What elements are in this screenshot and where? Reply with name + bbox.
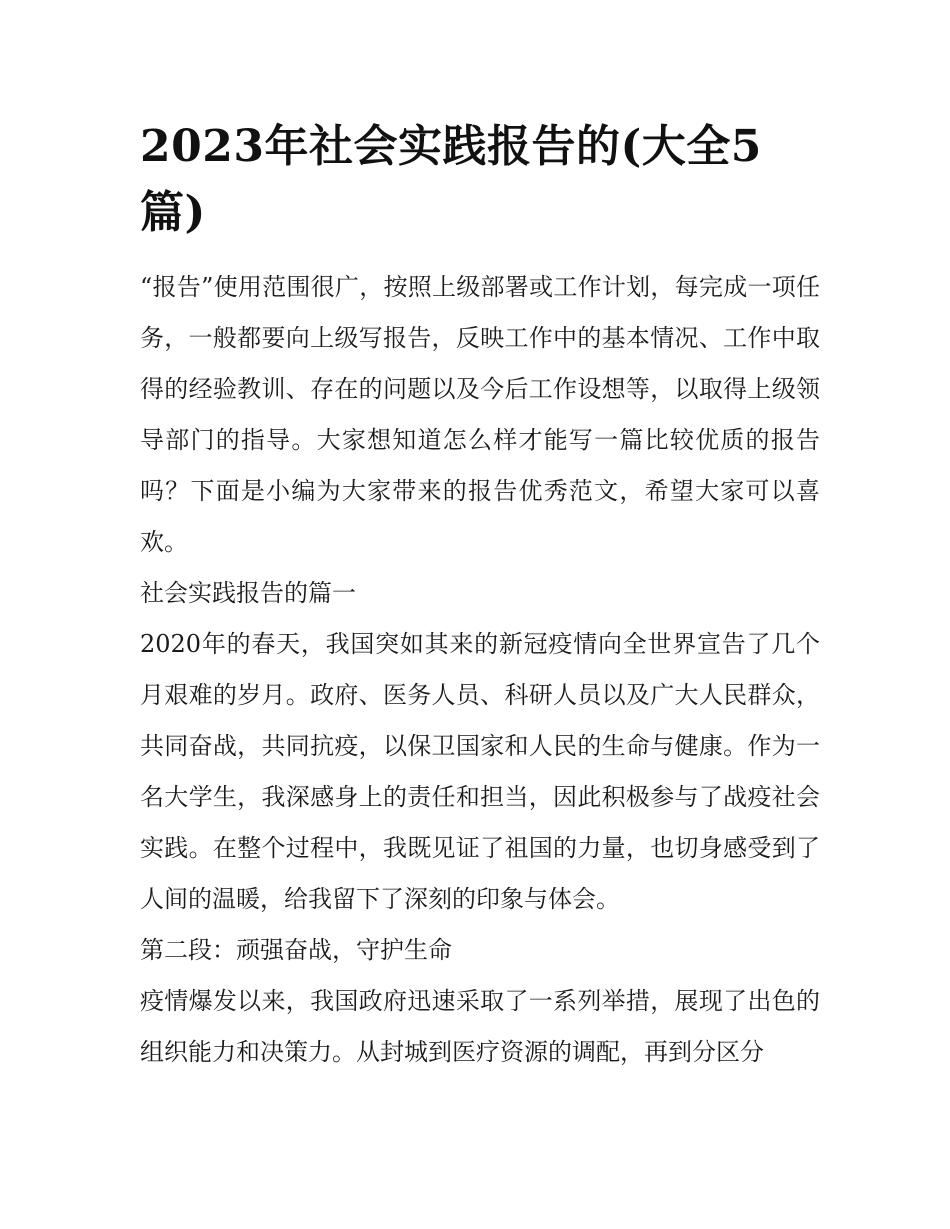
section-2-heading: 第二段：顽强奋战，守护生命 (140, 936, 452, 964)
intro-paragraph: “报告”使用范围很广，按照上级部署或工作计划，每完成一项任务，一般都要向上级写报告，反映工作中的基本情况、工作中取得的经验教训、存在的问题以及今后工作设想等，以取得上级领导部门的指导。大家想知道怎么样才能写一篇比较优质的报告吗？下面是小编为大家带来的报告优秀范文，希望大家可以喜欢。 (140, 273, 820, 556)
section-2-paragraph: 疫情爆发以来，我国政府迅速采取了一系列举措，展现了出色的组织能力和决策力。从封城到医疗资源的调配，再到分区分 (140, 987, 820, 1066)
document-title: 2023年社会实践报告的(大全5篇) (140, 121, 762, 238)
section-1-heading: 社会实践报告的篇一 (140, 579, 356, 607)
section-1-paragraph: 2020年的春天，我国突如其来的新冠疫情向全世界宣告了几个月艰难的岁月。政府、医务人员、科研人员以及广大人民群众，共同奋战，共同抗疫，以保卫国家和人民的生命与健康。作为一名大学生，我深感身上的责任和担当，因此积极参与了战疫社会实践。在整个过程中，我既见证了祖国的力量，也切身感受到了人间的温暖，给我留下了深刻的印象与体会。 (140, 630, 820, 913)
document-body (140, 114, 820, 1078)
